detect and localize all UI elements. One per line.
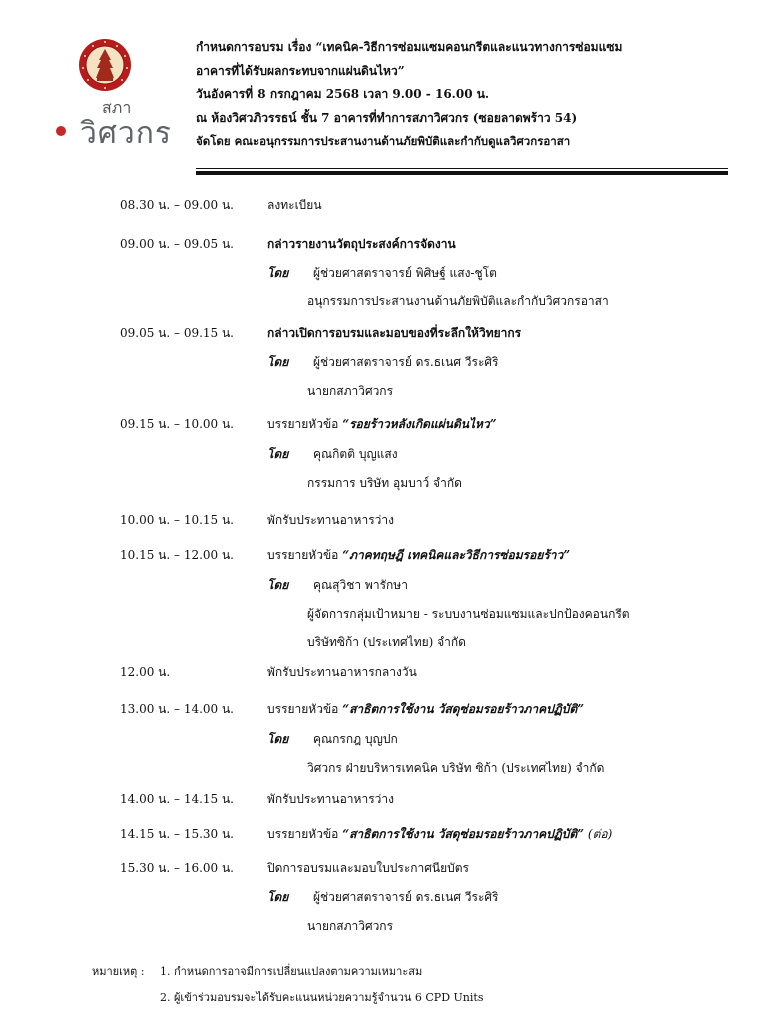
lecture-topic: “ภาคทฤษฎี เทคนิคและวิธีการซ่อมรอยร้าว” <box>342 548 571 562</box>
speaker-name: ผู้ช่วยศาสตราจารย์ ดร.ธเนศ วีระศิริ <box>313 355 499 369</box>
speaker-position: อนุกรรมการประสานงานด้านภัยพิบัติและกำกับวิศวกรอาสา <box>307 294 609 308</box>
schedule-time: 10.00 น. – 10.15 น. <box>120 513 234 527</box>
logo-text-small: สภา <box>102 98 132 117</box>
speaker-line <box>267 730 398 749</box>
schedule-title <box>267 415 497 434</box>
by-label: โดย <box>267 890 289 904</box>
header-rule-thin <box>196 168 728 169</box>
lecture-topic: “รอยร้าวหลังเกิดแผ่นดินไหว” <box>342 417 497 431</box>
title-suffix: (ต่อ) <box>584 827 613 841</box>
by-label: โดย <box>267 732 289 746</box>
header-date: วันอังคารที่ 8 กรกฎาคม 2568 เวลา 9.00 - 16.00 น. <box>196 87 490 101</box>
council-logo <box>52 38 192 151</box>
schedule-title <box>267 700 584 719</box>
lecture-topic: “สาธิตการใช้งาน วัสดุซ่อมรอยร้าวภาคปฏิบัติ” <box>342 702 585 716</box>
schedule-title: พักรับประทานอาหารกลางวัน <box>267 665 417 679</box>
schedule-title <box>267 825 612 844</box>
document-header <box>196 36 736 154</box>
notes-label: หมายเหตุ : <box>92 965 145 978</box>
speaker-position: กรรมการ บริษัท อุมบาว์ จำกัด <box>307 476 462 490</box>
schedule-time: 08.30 น. – 09.00 น. <box>120 198 234 212</box>
header-title-line-1: กำหนดการอบรม เรื่อง “เทคนิค-วิธีการซ่อมแซมคอนกรีตและแนวทางการซ่อมแซม <box>196 40 623 54</box>
speaker-name: ผู้ช่วยศาสตราจารย์ ดร.ธเนศ วีระศิริ <box>313 890 499 904</box>
council-seal-icon <box>78 38 132 92</box>
schedule-title: ลงทะเบียน <box>267 198 322 212</box>
speaker-name: คุณกรกฎ บุญปก <box>313 732 398 746</box>
schedule-time: 09.05 น. – 09.15 น. <box>120 326 234 340</box>
speaker-position: วิศวกร ฝ่ายบริหารเทคนิค บริษัท ซิก้า (ประเทศไทย) จำกัด <box>307 761 605 775</box>
speaker-line <box>267 576 408 595</box>
logo-dot <box>56 126 66 136</box>
schedule-time: 09.15 น. – 10.00 น. <box>120 417 234 431</box>
schedule-title: กล่าวรายงานวัตถุประสงค์การจัดงาน <box>267 237 456 251</box>
by-label: โดย <box>267 447 289 461</box>
note-item: 1. กำหนดการอาจมีการเปลี่ยนแปลงตามความเหมาะสม <box>160 965 423 978</box>
title-prefix: บรรยายหัวข้อ <box>267 827 343 841</box>
title-prefix: บรรยายหัวข้อ <box>267 417 343 431</box>
title-prefix: บรรยายหัวข้อ <box>267 702 343 716</box>
header-venue: ณ ห้องวิศวภิวรรธน์ ชั้น 7 อาคารที่ทำการสภาวิศวกร (ซอยลาดพร้าว 54) <box>196 110 578 125</box>
speaker-position: นายกสภาวิศวกร <box>307 384 394 398</box>
logo-text-large: วิศวกร <box>80 116 173 151</box>
speaker-position: นายกสภาวิศวกร <box>307 919 394 933</box>
schedule-title: กล่าวเปิดการอบรมและมอบของที่ระลึกให้วิทยากร <box>267 326 522 340</box>
header-organizer: จัดโดย คณะอนุกรรมการประสานงานด้านภัยพิบัติและกำกับดูแลวิศวกรอาสา <box>196 134 571 148</box>
by-label: โดย <box>267 578 289 592</box>
schedule-time: 10.15 น. – 12.00 น. <box>120 548 234 562</box>
title-prefix: บรรยายหัวข้อ <box>267 548 343 562</box>
schedule-time: 12.00 น. <box>120 665 171 679</box>
schedule-title: ปิดการอบรมและมอบใบประกาศนียบัตร <box>267 861 470 875</box>
schedule-title: พักรับประทานอาหารว่าง <box>267 792 394 806</box>
speaker-name: คุณกิตติ บุญแสง <box>313 447 398 461</box>
speaker-company: บริษัทซิก้า (ประเทศไทย) จำกัด <box>307 635 466 649</box>
by-label: โดย <box>267 355 289 369</box>
speaker-line <box>267 264 497 283</box>
schedule-title: พักรับประทานอาหารว่าง <box>267 513 394 527</box>
schedule-time: 14.15 น. – 15.30 น. <box>120 827 234 841</box>
lecture-topic: “สาธิตการใช้งาน วัสดุซ่อมรอยร้าวภาคปฏิบัติ” <box>342 827 585 841</box>
speaker-line <box>267 888 498 907</box>
schedule-time: 13.00 น. – 14.00 น. <box>120 702 234 716</box>
schedule-time: 14.00 น. – 14.15 น. <box>120 792 234 806</box>
header-rule-thick <box>196 171 728 175</box>
speaker-line <box>267 353 498 372</box>
header-title-line-2: อาคารที่ได้รับผลกระทบจากแผ่นดินไหว” <box>196 63 405 78</box>
by-label: โดย <box>267 266 289 280</box>
speaker-line <box>267 445 398 464</box>
schedule-title <box>267 546 570 565</box>
speaker-position: ผู้จัดการกลุ่มเป้าหมาย - ระบบงานซ่อมแซมและปกป้องคอนกรีต <box>307 607 630 621</box>
schedule-time: 09.00 น. – 09.05 น. <box>120 237 234 251</box>
schedule-time: 15.30 น. – 16.00 น. <box>120 861 234 875</box>
speaker-name: ผู้ช่วยศาสตราจารย์ พิศิษฐ์ แสง-ชูโต <box>313 266 497 280</box>
speaker-name: คุณสุวิชา พารักษา <box>313 578 408 592</box>
note-item: 2. ผู้เข้าร่วมอบรมจะได้รับคะแนนหน่วยความรู้จำนวน 6 CPD Units <box>160 991 484 1004</box>
